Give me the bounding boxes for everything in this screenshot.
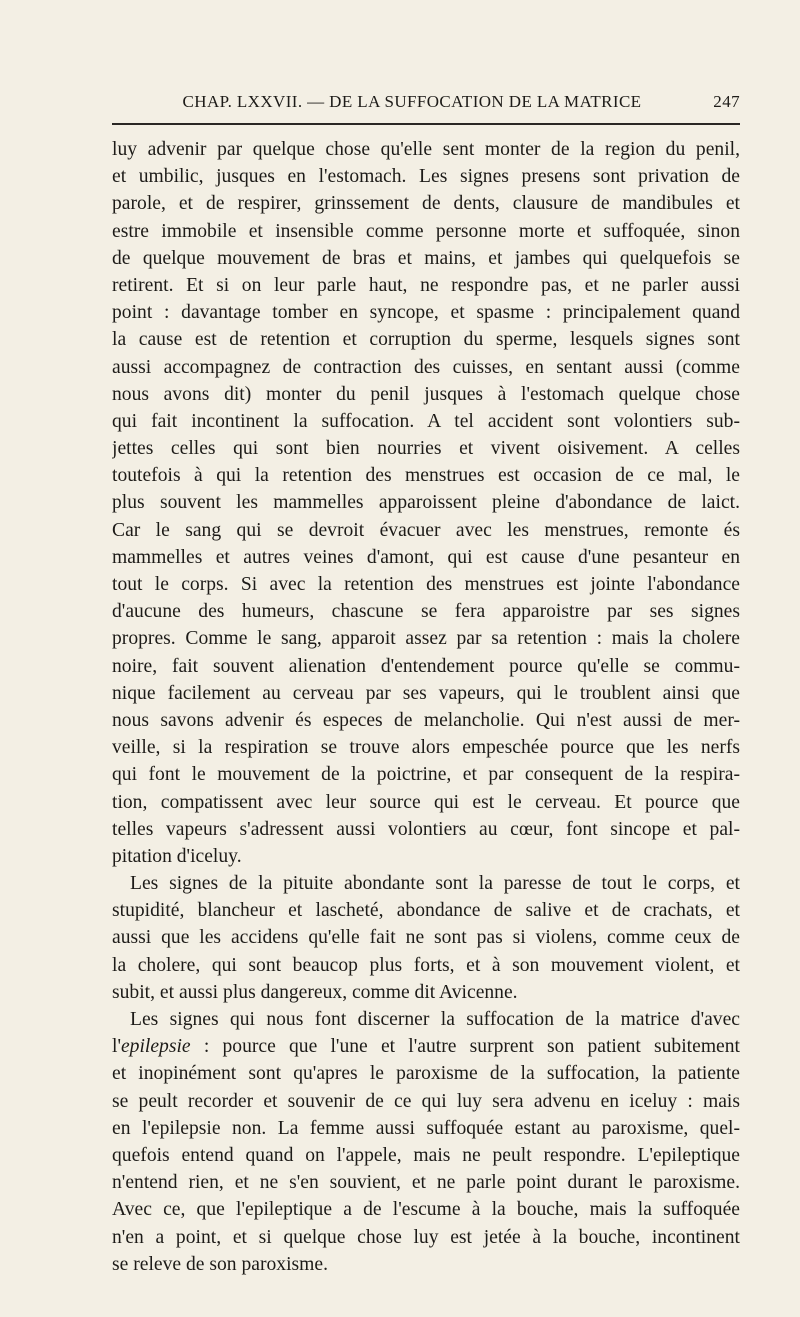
text-line: veille, si la respiration se trouve alors empeschée pource que les nerfs: [112, 737, 740, 759]
text-line: point : davantage tomber en syncope, et spasme : principalement quand: [112, 302, 740, 324]
text-line: aussi accompagnez de contraction des cuisses, en sentant aussi (comme: [112, 356, 740, 378]
chapter-title: CHAP. LXXVII. — DE LA SUFFOCATION DE LA MATRICE: [182, 92, 642, 111]
text-line: se releve de son paroxisme.: [112, 1253, 329, 1275]
header-rule: [112, 123, 740, 125]
text-line: telles vapeurs s'adressent aussi volontiers au cœur, font sincope et pal-: [112, 818, 740, 840]
text-line: Les signes de la pituite abondante sont la paresse de tout le corps, et: [130, 873, 740, 895]
body-text: [112, 136, 740, 1278]
text-line: luy advenir par quelque chose qu'elle sent monter de la region du penil,: [112, 139, 740, 160]
text-line: Les signes qui nous font discerner la suffocation de la matrice d'avec: [130, 1009, 740, 1030]
text-line: aussi que les accidens qu'elle fait ne sont pas si violens, comme ceux de: [112, 927, 740, 949]
text-line: quefois entend quand on l'appele, mais ne peult respondre. L'epileptique: [112, 1144, 740, 1166]
text-line: et umbilic, jusques en l'estomach. Les signes presens sont privation de: [112, 166, 740, 188]
text-line: qui fait incontinent la suffocation. A tel accident sont volontiers sub-: [112, 410, 740, 432]
text-line: la cholere, qui sont beaucop plus forts, et à son mouvement violent, et: [112, 954, 740, 976]
text-line: propres. Comme le sang, apparoit assez par sa retention : mais la cholere: [112, 628, 740, 650]
text-line: plus souvent les mammelles apparoissent pleine d'abondance de laict.: [112, 492, 740, 514]
text-line: noire, fait souvent alienation d'entendement pource qu'elle se commu-: [112, 655, 740, 677]
paragraph-2: [112, 870, 740, 1006]
text-line: tout le corps. Si avec la retention des menstrues est jointe l'abondance: [112, 574, 740, 595]
text-line-with-italic: [112, 1033, 740, 1060]
text-line: n'entend rien, et ne s'en souvient, et ne parle point durant le paroxisme.: [112, 1172, 740, 1194]
text-line: Car le sang qui se devroit évacuer avec les menstrues, remonte és: [112, 519, 740, 541]
text-line: d'aucune des humeurs, chascune se fera apparoistre par ses signes: [112, 601, 740, 623]
text-line: nous savons advenir és especes de melancholie. Qui n'est aussi de mer-: [112, 709, 740, 731]
text-line: retirent. Et si on leur parle haut, ne respondre pas, et ne parler aussi: [112, 274, 740, 296]
text-line: mammelles et autres veines d'amont, qui est cause d'une pesanteur en: [112, 546, 740, 568]
text-line: nous avons dit) monter du penil jusques à l'estomach quelque chose: [112, 383, 740, 405]
text-line: nique facilement au cerveau par ses vapeurs, qui le troublent ainsi que: [112, 682, 740, 704]
paragraph-1: [112, 136, 740, 870]
text-line: n'en a point, et si quelque chose luy est jetée à la bouche, incontinent: [112, 1226, 740, 1248]
text-line: de quelque mouvement de bras et mains, et jambes qui quelquefois se: [112, 247, 740, 269]
text-line: tion, compatissent avec leur source qui est le cerveau. Et pource que: [112, 791, 740, 813]
text-line: estre immobile et insensible comme personne morte et suffoquée, sinon: [112, 220, 740, 242]
text-line: stupidité, blancheur et lascheté, abondance de salive et de crachats, et: [112, 900, 740, 922]
text-line: Avec ce, que l'epileptique a de l'escume à la bouche, mais la suffoquée: [112, 1199, 740, 1221]
text-fragment: : pource que l'une et l'autre surprent son patient subitement: [190, 1036, 740, 1058]
text-line: subit, et aussi plus dangereux, comme dit Avicenne.: [112, 981, 518, 1003]
italic-term-epilepsie: epilepsie: [120, 1036, 191, 1058]
text-line: qui font le mouvement de la poictrine, et par consequent de la respira-: [112, 764, 740, 786]
paragraph-3: [112, 1006, 740, 1278]
text-line: et inopinément sont qu'apres le paroxisme de la suffocation, la patiente: [112, 1063, 740, 1085]
text-line: pitation d'iceluy.: [112, 845, 242, 867]
running-head: [112, 92, 740, 116]
text-line: parole, et de respirer, grinssement de dents, clausure de mandibules et: [112, 193, 740, 215]
text-line: la cause est de retention et corruption du sperme, lesquels signes sont: [112, 329, 740, 351]
page-number: 247: [713, 92, 740, 111]
text-line: jettes celles qui sont bien nourries et vivent oisivement. A celles: [112, 438, 740, 460]
text-line: toutefois à qui la retention des menstrues est occasion de ce mal, le: [112, 465, 740, 487]
text-line: se peult recorder et souvenir de ce qui luy sera advenu en iceluy : mais: [112, 1090, 740, 1112]
text-fragment: l': [112, 1036, 121, 1058]
text-line: en l'epilepsie non. La femme aussi suffoquée estant au paroxisme, quel-: [112, 1117, 740, 1139]
